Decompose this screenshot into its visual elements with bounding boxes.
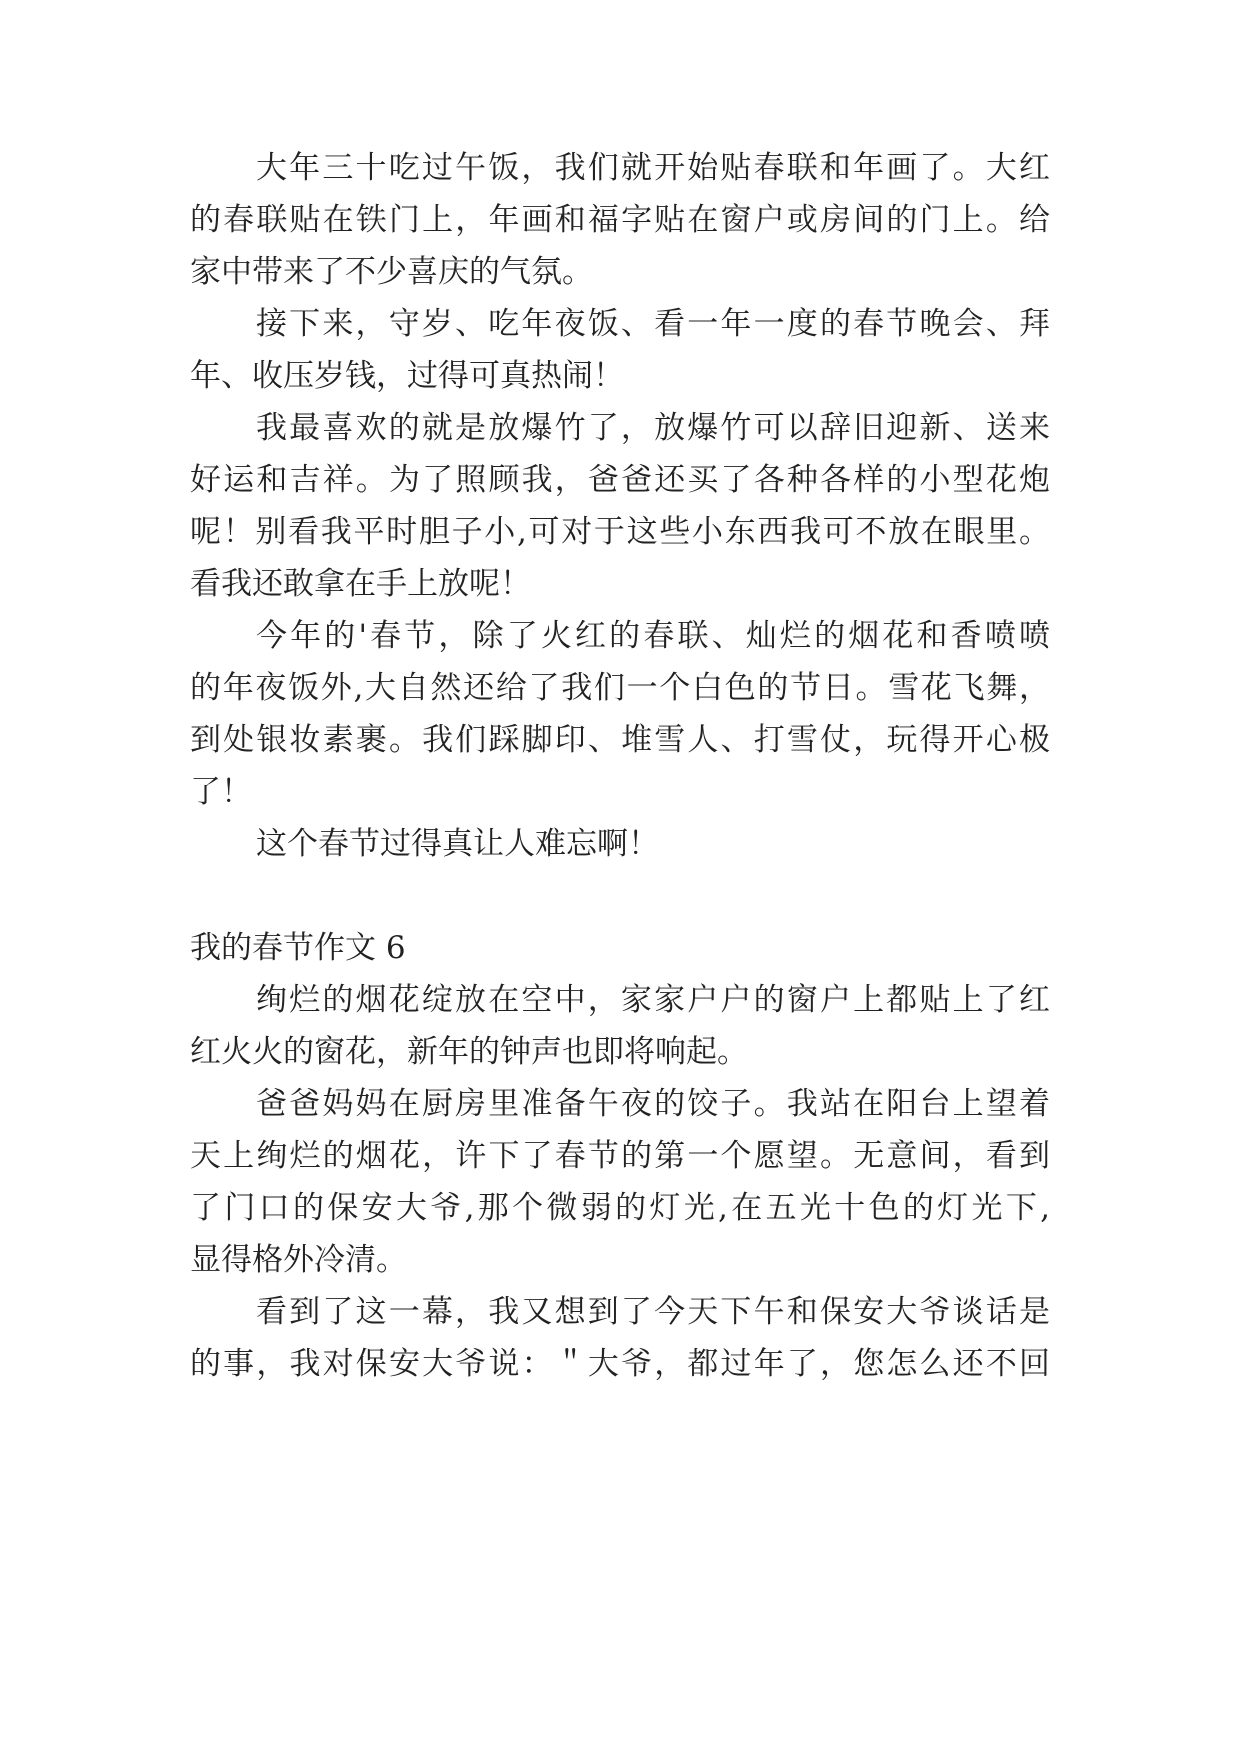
paragraph-line: 到处银妆素裹。我们踩脚印、堆雪人、打雪仗，玩得开心极 (190, 722, 1050, 758)
paragraph-line: 家中带来了不少喜庆的气氛。 (190, 254, 593, 290)
paragraph-line: 年、收压岁钱，过得可真热闹！ (190, 358, 624, 394)
paragraph-line: 绚烂的烟花绽放在空中，家家户户的窗户上都贴上了红 (256, 982, 1050, 1018)
section-title: 我的春节作文 6 (190, 930, 406, 966)
paragraph-line: 红火火的窗花，新年的钟声也即将响起。 (190, 1034, 748, 1070)
paragraph-line: 今年的'春节，除了火红的春联、灿烂的烟花和香喷喷 (256, 618, 1050, 654)
paragraph-line: 了！ (190, 774, 252, 810)
paragraph-line: 天上绚烂的烟花，许下了春节的第一个愿望。无意间，看到 (190, 1138, 1050, 1174)
paragraph-line: 爸爸妈妈在厨房里准备午夜的饺子。我站在阳台上望着 (256, 1086, 1050, 1122)
paragraph-line: 呢！别看我平时胆子小,可对于这些小东西我可不放在眼里。 (190, 514, 1050, 550)
paragraph-line: 了门口的保安大爷,那个微弱的灯光,在五光十色的灯光下, (190, 1190, 1050, 1226)
paragraph-line: 好运和吉祥。为了照顾我，爸爸还买了各种各样的小型花炮 (190, 462, 1050, 498)
paragraph-line: 接下来，守岁、吃年夜饭、看一年一度的春节晚会、拜 (256, 306, 1050, 342)
paragraph-line: 看到了这一幕，我又想到了今天下午和保安大爷谈话是 (256, 1294, 1050, 1330)
paragraph-line: 我最喜欢的就是放爆竹了，放爆竹可以辞旧迎新、送来 (256, 410, 1050, 446)
paragraph-line: 大年三十吃过午饭，我们就开始贴春联和年画了。大红 (256, 150, 1050, 186)
paragraph-line: 看我还敢拿在手上放呢！ (190, 566, 531, 602)
paragraph-line: 的年夜饭外,大自然还给了我们一个白色的节日。雪花飞舞， (190, 670, 1050, 706)
paragraph-line: 的事，我对保安大爷说：＂大爷，都过年了，您怎么还不回 (190, 1346, 1050, 1382)
paragraph-line: 这个春节过得真让人难忘啊！ (256, 826, 659, 862)
paragraph-line: 的春联贴在铁门上，年画和福字贴在窗户或房间的门上。给 (190, 202, 1050, 238)
paragraph-line: 显得格外冷清。 (190, 1242, 407, 1278)
